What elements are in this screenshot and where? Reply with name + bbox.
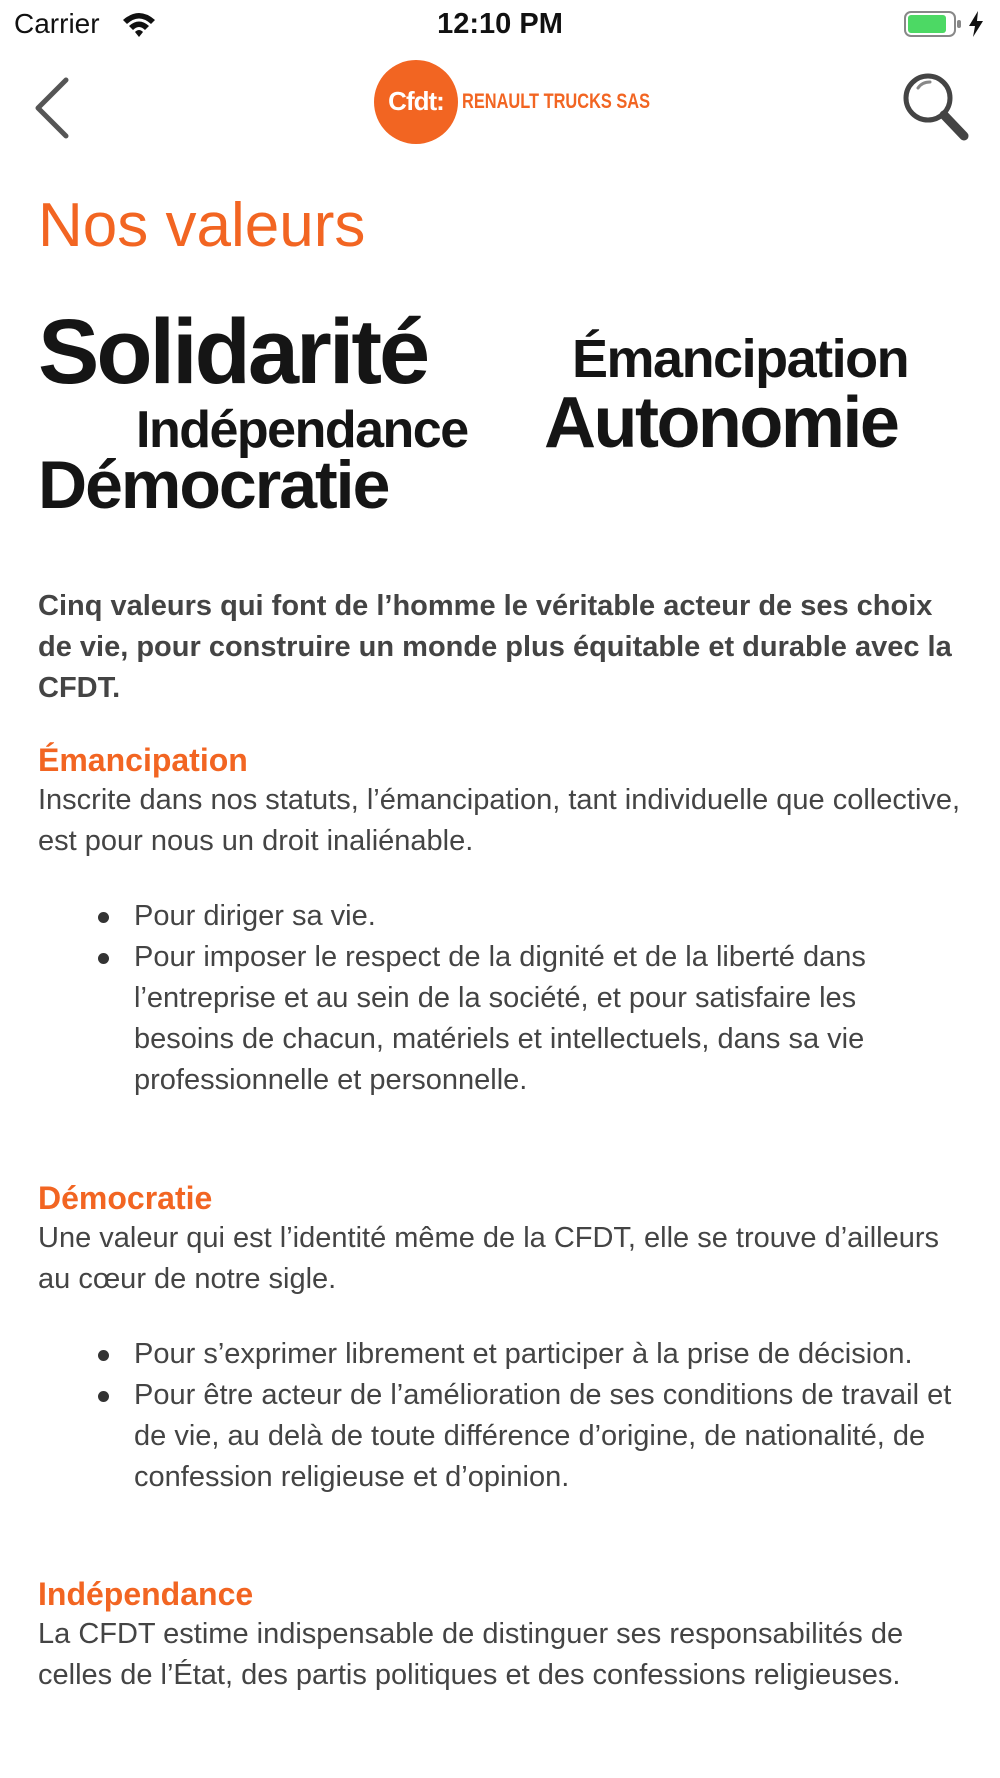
bullet-item: Pour être acteur de l’amélioration de ses conditions de travail et de vie, au delà de toute différence d’origine, de nationalité, de confession religieuse et d’opinion. (96, 1375, 962, 1498)
charging-bolt-icon (966, 10, 986, 38)
value-word-democratie: Démocratie (38, 447, 389, 523)
section-bullets (96, 896, 962, 1101)
intro-text: Cinq valeurs qui font de l’homme le véritable acteur de ses choix de vie, pour construire un monde plus équitable et durable avec la CFDT. (38, 590, 952, 704)
section-title: Indépendance (38, 1576, 254, 1612)
section-text: Inscrite dans nos statuts, l’émancipation, tant individuelle que collective, est pour nous un droit inaliénable. (38, 784, 961, 857)
section-text: Une valeur qui est l’identité même de la CFDT, elle se trouve d’ailleurs au cœur de notre sigle. (38, 1222, 940, 1295)
logo-circle-text: Cfdt: (388, 86, 444, 116)
search-icon (896, 64, 976, 148)
logo-circle (374, 60, 458, 144)
value-word-solidarite: Solidarité (38, 301, 428, 403)
value-word-independance: Indépendance (136, 401, 468, 459)
carrier-label: Carrier (14, 8, 100, 39)
value-word-emancipation: Émancipation (572, 329, 909, 389)
section-emancipation (38, 740, 962, 1101)
bullet-item: Pour s’exprimer librement et participer à la prise de décision. (96, 1334, 962, 1375)
bullet-item: Pour diriger sa vie. (96, 896, 962, 937)
section-text: La CFDT estime indispensable de distinguer ses responsabilités de celles de l’État, des partis politiques et des confessions religieuses. (38, 1618, 904, 1691)
battery-icon (904, 10, 962, 38)
section-democratie (38, 1178, 962, 1498)
status-bar (0, 0, 1000, 50)
status-time: 12:10 PM (437, 8, 563, 40)
value-word-autonomie: Autonomie (544, 383, 898, 463)
section-title: Émancipation (38, 742, 248, 778)
logo-side-text: RENAULT TRUCKS SAS (462, 90, 651, 113)
search-button[interactable] (896, 64, 976, 148)
bullet-item: Pour imposer le respect de la dignité et de la liberté dans l’entreprise et au sein de la société, et pour satisfaire les besoins de chacun, matériels et intellectuels, dans sa vie professionnelle et personnelle. (96, 937, 962, 1101)
section-title: Démocratie (38, 1180, 213, 1216)
page-title: Nos valeurs (38, 191, 366, 260)
values-graphic (38, 300, 958, 523)
nav-bar (0, 50, 1000, 160)
chevron-left-icon (24, 70, 84, 146)
section-independance (38, 1574, 962, 1696)
back-button[interactable] (24, 70, 84, 146)
cfdt-logo (374, 60, 651, 152)
section-bullets (96, 1334, 962, 1498)
